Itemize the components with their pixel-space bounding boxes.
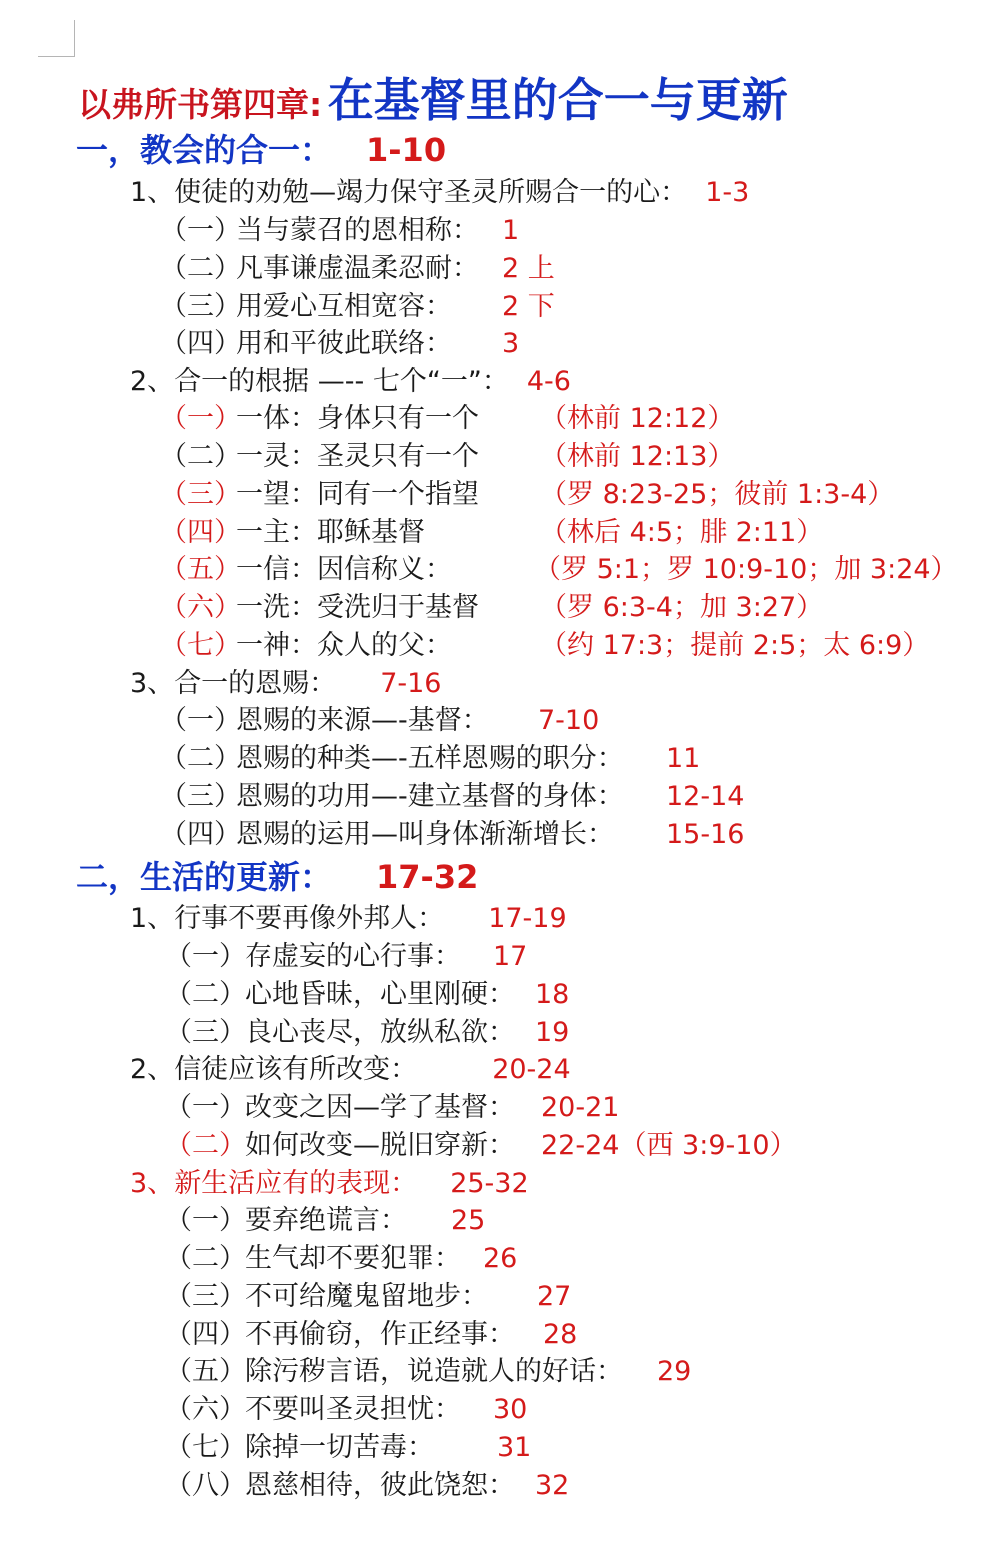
item-label: （六）: [160, 592, 241, 623]
item-ref: （罗 6:3-4；加 3:27）: [540, 592, 824, 623]
item-ref: 12-14: [666, 781, 745, 812]
item-text: 用和平彼此联络：: [236, 328, 452, 359]
item-label: （一）: [160, 705, 241, 736]
item-ref: 32: [535, 1470, 570, 1501]
item-ref: 15-16: [666, 819, 745, 850]
subsection-heading: [130, 667, 441, 701]
item-ref: 26: [483, 1243, 518, 1274]
subsection-number: 2、: [130, 366, 175, 397]
subsection-ref: 7-16: [380, 668, 442, 699]
item-text: 恩赐的功用—-建立基督的身体：: [236, 781, 624, 812]
item-ref: 17: [493, 941, 528, 972]
item-ref: 2 上: [502, 253, 555, 284]
outline-item: [160, 818, 744, 852]
outline-item: [165, 1204, 485, 1238]
outline-item: [160, 478, 894, 512]
item-text: 心地昏昧，心里刚硬：: [245, 979, 515, 1010]
outline-item: [160, 742, 700, 776]
subsection-number: 1、: [130, 177, 175, 208]
section-heading-ref: 17-32: [376, 858, 479, 896]
item-ref: 7-10: [538, 705, 600, 736]
outline-item: [165, 1129, 797, 1163]
item-text: 不可给魔鬼留地步：: [245, 1281, 488, 1312]
subsection-ref: 20-24: [492, 1054, 571, 1085]
item-label: （二）: [165, 979, 246, 1010]
item-ref: 11: [666, 743, 701, 774]
outline-item: [160, 327, 519, 361]
item-ref: 22-24（西 3:9-10）: [541, 1130, 797, 1161]
subsection-text: 合一的恩赐：: [174, 668, 337, 699]
item-label: （七）: [160, 630, 241, 661]
subsection-ref: 17-19: [488, 903, 567, 934]
subsection-ref: 1-3: [705, 177, 750, 208]
item-text: 存虚妄的心行事：: [245, 941, 461, 972]
outline-item: [160, 780, 744, 814]
subsection-heading: [130, 902, 567, 936]
item-text: 除掉一切苦毒：: [245, 1432, 434, 1463]
outline-item: [165, 1091, 619, 1125]
item-text: 恩赐的来源—-基督：: [236, 705, 489, 736]
item-text: 用爱心互相宽容：: [236, 291, 452, 322]
item-label: （二）: [160, 441, 241, 472]
item-ref: 1: [502, 215, 520, 246]
item-label: （二）: [160, 253, 241, 284]
item-ref: 2 下: [502, 291, 555, 322]
subsection-text: 新生活应有的表现：: [174, 1168, 418, 1199]
item-text: 如何改变—脱旧穿新：: [245, 1130, 515, 1161]
item-label: （三）: [160, 479, 241, 510]
subsection-ref: 25-32: [450, 1168, 529, 1199]
outline-item: [160, 252, 555, 286]
item-ref: 29: [657, 1356, 692, 1387]
item-text: 一望：同有一个指望: [236, 479, 479, 510]
item-label: （一）: [165, 1205, 246, 1236]
item-label: （二）: [165, 1130, 246, 1161]
subsection-text: 合一的根据 —-- 七个“一”：: [174, 366, 509, 397]
item-text: 一体：身体只有一个: [236, 403, 479, 434]
item-text: 恩赐的运用—叫身体渐渐增长：: [236, 819, 614, 850]
item-text: 生气却不要犯罪：: [245, 1243, 461, 1274]
item-label: （三）: [165, 1281, 246, 1312]
item-label: （四）: [165, 1319, 246, 1350]
subsection-heading: [130, 365, 571, 399]
outline-item: [165, 1242, 517, 1276]
subsection-number: 3、: [130, 1168, 175, 1199]
subsection-heading: [130, 176, 749, 210]
item-label: （四）: [160, 819, 241, 850]
item-text: 一灵：圣灵只有一个: [236, 441, 479, 472]
item-ref: 3: [502, 328, 520, 359]
subsection-number: 2、: [130, 1054, 175, 1085]
outline-item: [165, 1280, 571, 1314]
subsection-number: 1、: [130, 903, 175, 934]
item-ref: 28: [543, 1319, 578, 1350]
item-ref: （约 17:3；提前 2:5；太 6:9）: [540, 630, 930, 661]
item-text: 凡事谦虚温柔忍耐：: [236, 253, 479, 284]
page-corner-mark: [38, 20, 75, 57]
item-ref: （罗 5:1；罗 10:9-10；加 3:24）: [534, 554, 958, 585]
item-label: （四）: [160, 328, 241, 359]
item-ref: 19: [535, 1017, 570, 1048]
document-title: [78, 64, 788, 130]
subsection-text: 信徒应该有所改变：: [174, 1054, 418, 1085]
item-ref: （林前 12:12）: [540, 403, 735, 434]
item-label: （八）: [165, 1470, 246, 1501]
item-ref: 31: [497, 1432, 532, 1463]
section-heading-text: 二，生活的更新：: [76, 858, 333, 896]
outline-item: [160, 553, 958, 587]
item-label: （三）: [165, 1017, 246, 1048]
item-ref: （林前 12:13）: [540, 441, 735, 472]
item-label: （一）: [160, 215, 241, 246]
subsection-text: 使徒的劝勉—竭力保守圣灵所赐合一的心：: [174, 177, 688, 208]
section-heading-ref: 1-10: [366, 131, 447, 169]
item-label: （一）: [165, 941, 246, 972]
item-ref: （林后 4:5；腓 2:11）: [540, 517, 824, 548]
title-prefix: 以弗所书第四章:: [78, 85, 323, 124]
outline-item: [160, 629, 929, 663]
item-text: 良心丧尽，放纵私欲：: [245, 1017, 515, 1048]
outline-item: [160, 402, 734, 436]
item-label: （七）: [165, 1432, 246, 1463]
outline-item: [160, 214, 519, 248]
item-ref: 18: [535, 979, 570, 1010]
item-text: 一洗：受洗归于基督: [236, 592, 479, 623]
item-label: （四）: [160, 517, 241, 548]
outline-item: [165, 1016, 569, 1050]
outline-item: [165, 1431, 531, 1465]
item-text: 除污秽言语，说造就人的好话：: [245, 1356, 623, 1387]
outline-item: [165, 940, 527, 974]
item-label: （五）: [160, 554, 241, 585]
outline-item: [165, 1469, 569, 1503]
item-ref: 25: [451, 1205, 486, 1236]
subsection-heading: [130, 1167, 529, 1201]
outline-item: [160, 704, 599, 738]
item-text: 不要叫圣灵担忧：: [245, 1394, 461, 1425]
item-label: （一）: [160, 403, 241, 434]
item-label: （六）: [165, 1394, 246, 1425]
section-heading-unity: [76, 130, 446, 170]
item-text: 要弃绝谎言：: [245, 1205, 407, 1236]
item-text: 一神：众人的父：: [236, 630, 452, 661]
item-text: 恩慈相待，彼此饶恕：: [245, 1470, 515, 1501]
item-text: 不再偷窃，作正经事：: [245, 1319, 515, 1350]
outline-item: [165, 978, 569, 1012]
item-label: （一）: [165, 1092, 246, 1123]
outline-item: [165, 1318, 577, 1352]
outline-item: [160, 440, 734, 474]
subsection-ref: 4-6: [526, 366, 571, 397]
item-ref: （罗 8:23-25；彼前 1:3-4）: [540, 479, 895, 510]
item-text: 一主：耶稣基督: [236, 517, 425, 548]
item-label: （三）: [160, 781, 241, 812]
section-heading-renewal: [76, 857, 478, 897]
subsection-number: 3、: [130, 668, 175, 699]
item-label: （五）: [165, 1356, 246, 1387]
item-label: （二）: [160, 743, 241, 774]
item-text: 一信：因信称义：: [236, 554, 452, 585]
item-text: 当与蒙召的恩相称：: [236, 215, 479, 246]
outline-item: [160, 290, 555, 324]
item-ref: 27: [537, 1281, 572, 1312]
outline-item: [165, 1393, 527, 1427]
outline-item: [160, 516, 823, 550]
item-ref: 30: [493, 1394, 528, 1425]
title-main: 在基督里的合一与更新: [327, 73, 788, 127]
item-label: （二）: [165, 1243, 246, 1274]
item-label: （三）: [160, 291, 241, 322]
item-ref: 20-21: [541, 1092, 620, 1123]
item-text: 恩赐的种类—-五样恩赐的职分：: [236, 743, 624, 774]
outline-item: [160, 591, 823, 625]
section-heading-text: 一，教会的合一：: [76, 131, 333, 169]
subsection-heading: [130, 1053, 571, 1087]
outline-item: [165, 1355, 691, 1389]
subsection-text: 行事不要再像外邦人：: [174, 903, 445, 934]
item-text: 改变之因—学了基督：: [245, 1092, 515, 1123]
